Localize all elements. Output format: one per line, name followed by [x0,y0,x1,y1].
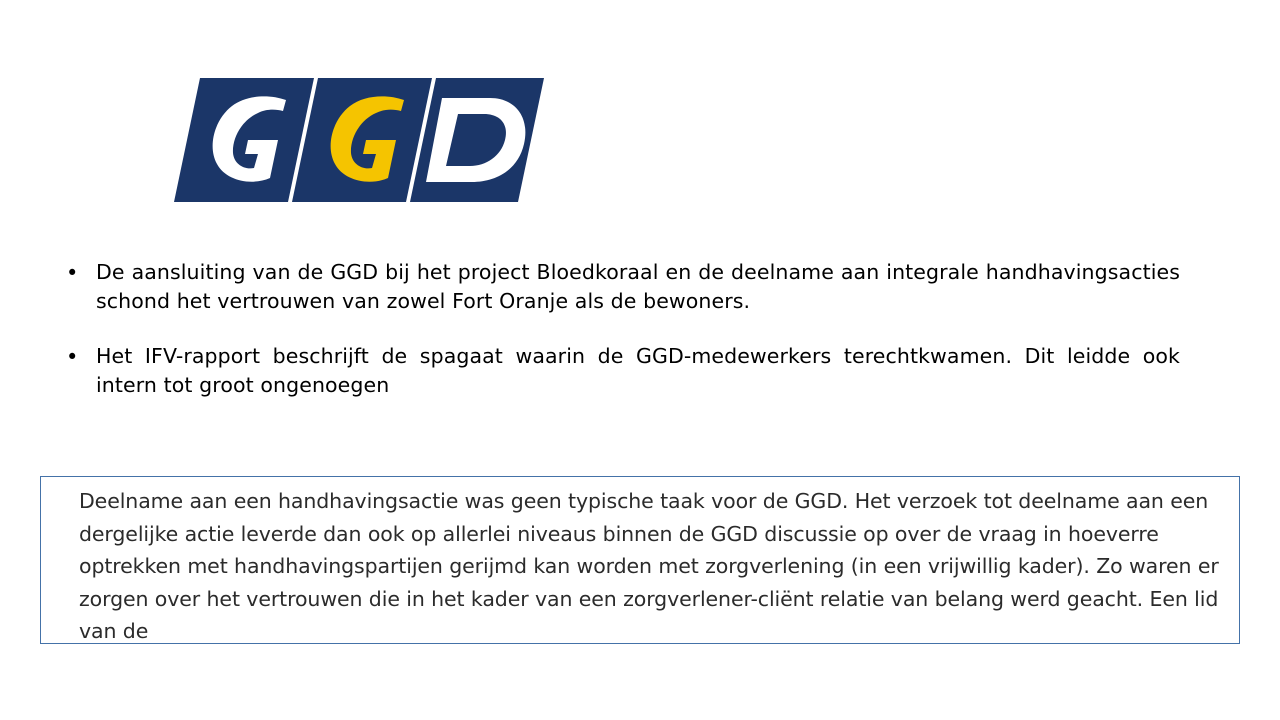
bullet-text: De aansluiting van de GGD bij het project Bloedkoraal en de deelname aan integrale handhavingsacties schond het vertrouwen van zowel Fort Oranje als de bewoners. [96,260,1180,313]
bullet-list [60,258,1180,400]
list-item [60,342,1180,400]
ggd-logo [174,78,544,202]
quote-box [40,476,1240,644]
bullet-marker: • [66,345,79,369]
quote-text: Deelname aan een handhavingsactie was geen typische taak voor de GGD. Het verzoek tot deelname aan een dergelijke actie leverde dan ook op allerlei niveaus binnen de GGD discussie op over de vraag in hoeverre optrekken met handhavingspartijen gerijmd kan worden met zorgverlening (in een vrijwillig kader). Zo waren er zorgen over het vertrouwen die in het kader van een zorgverlener-cliënt relatie van belang werd geacht. Een lid van de [79,489,1219,643]
bullet-text: Het IFV-rapport beschrijft de spagaat waarin de GGD-medewerkers terechtkwamen. Dit leidde ook intern tot groot ongenoegen [96,344,1180,397]
bullet-marker: • [66,261,79,285]
list-item [60,258,1180,316]
ggd-logo-icon [174,78,544,202]
